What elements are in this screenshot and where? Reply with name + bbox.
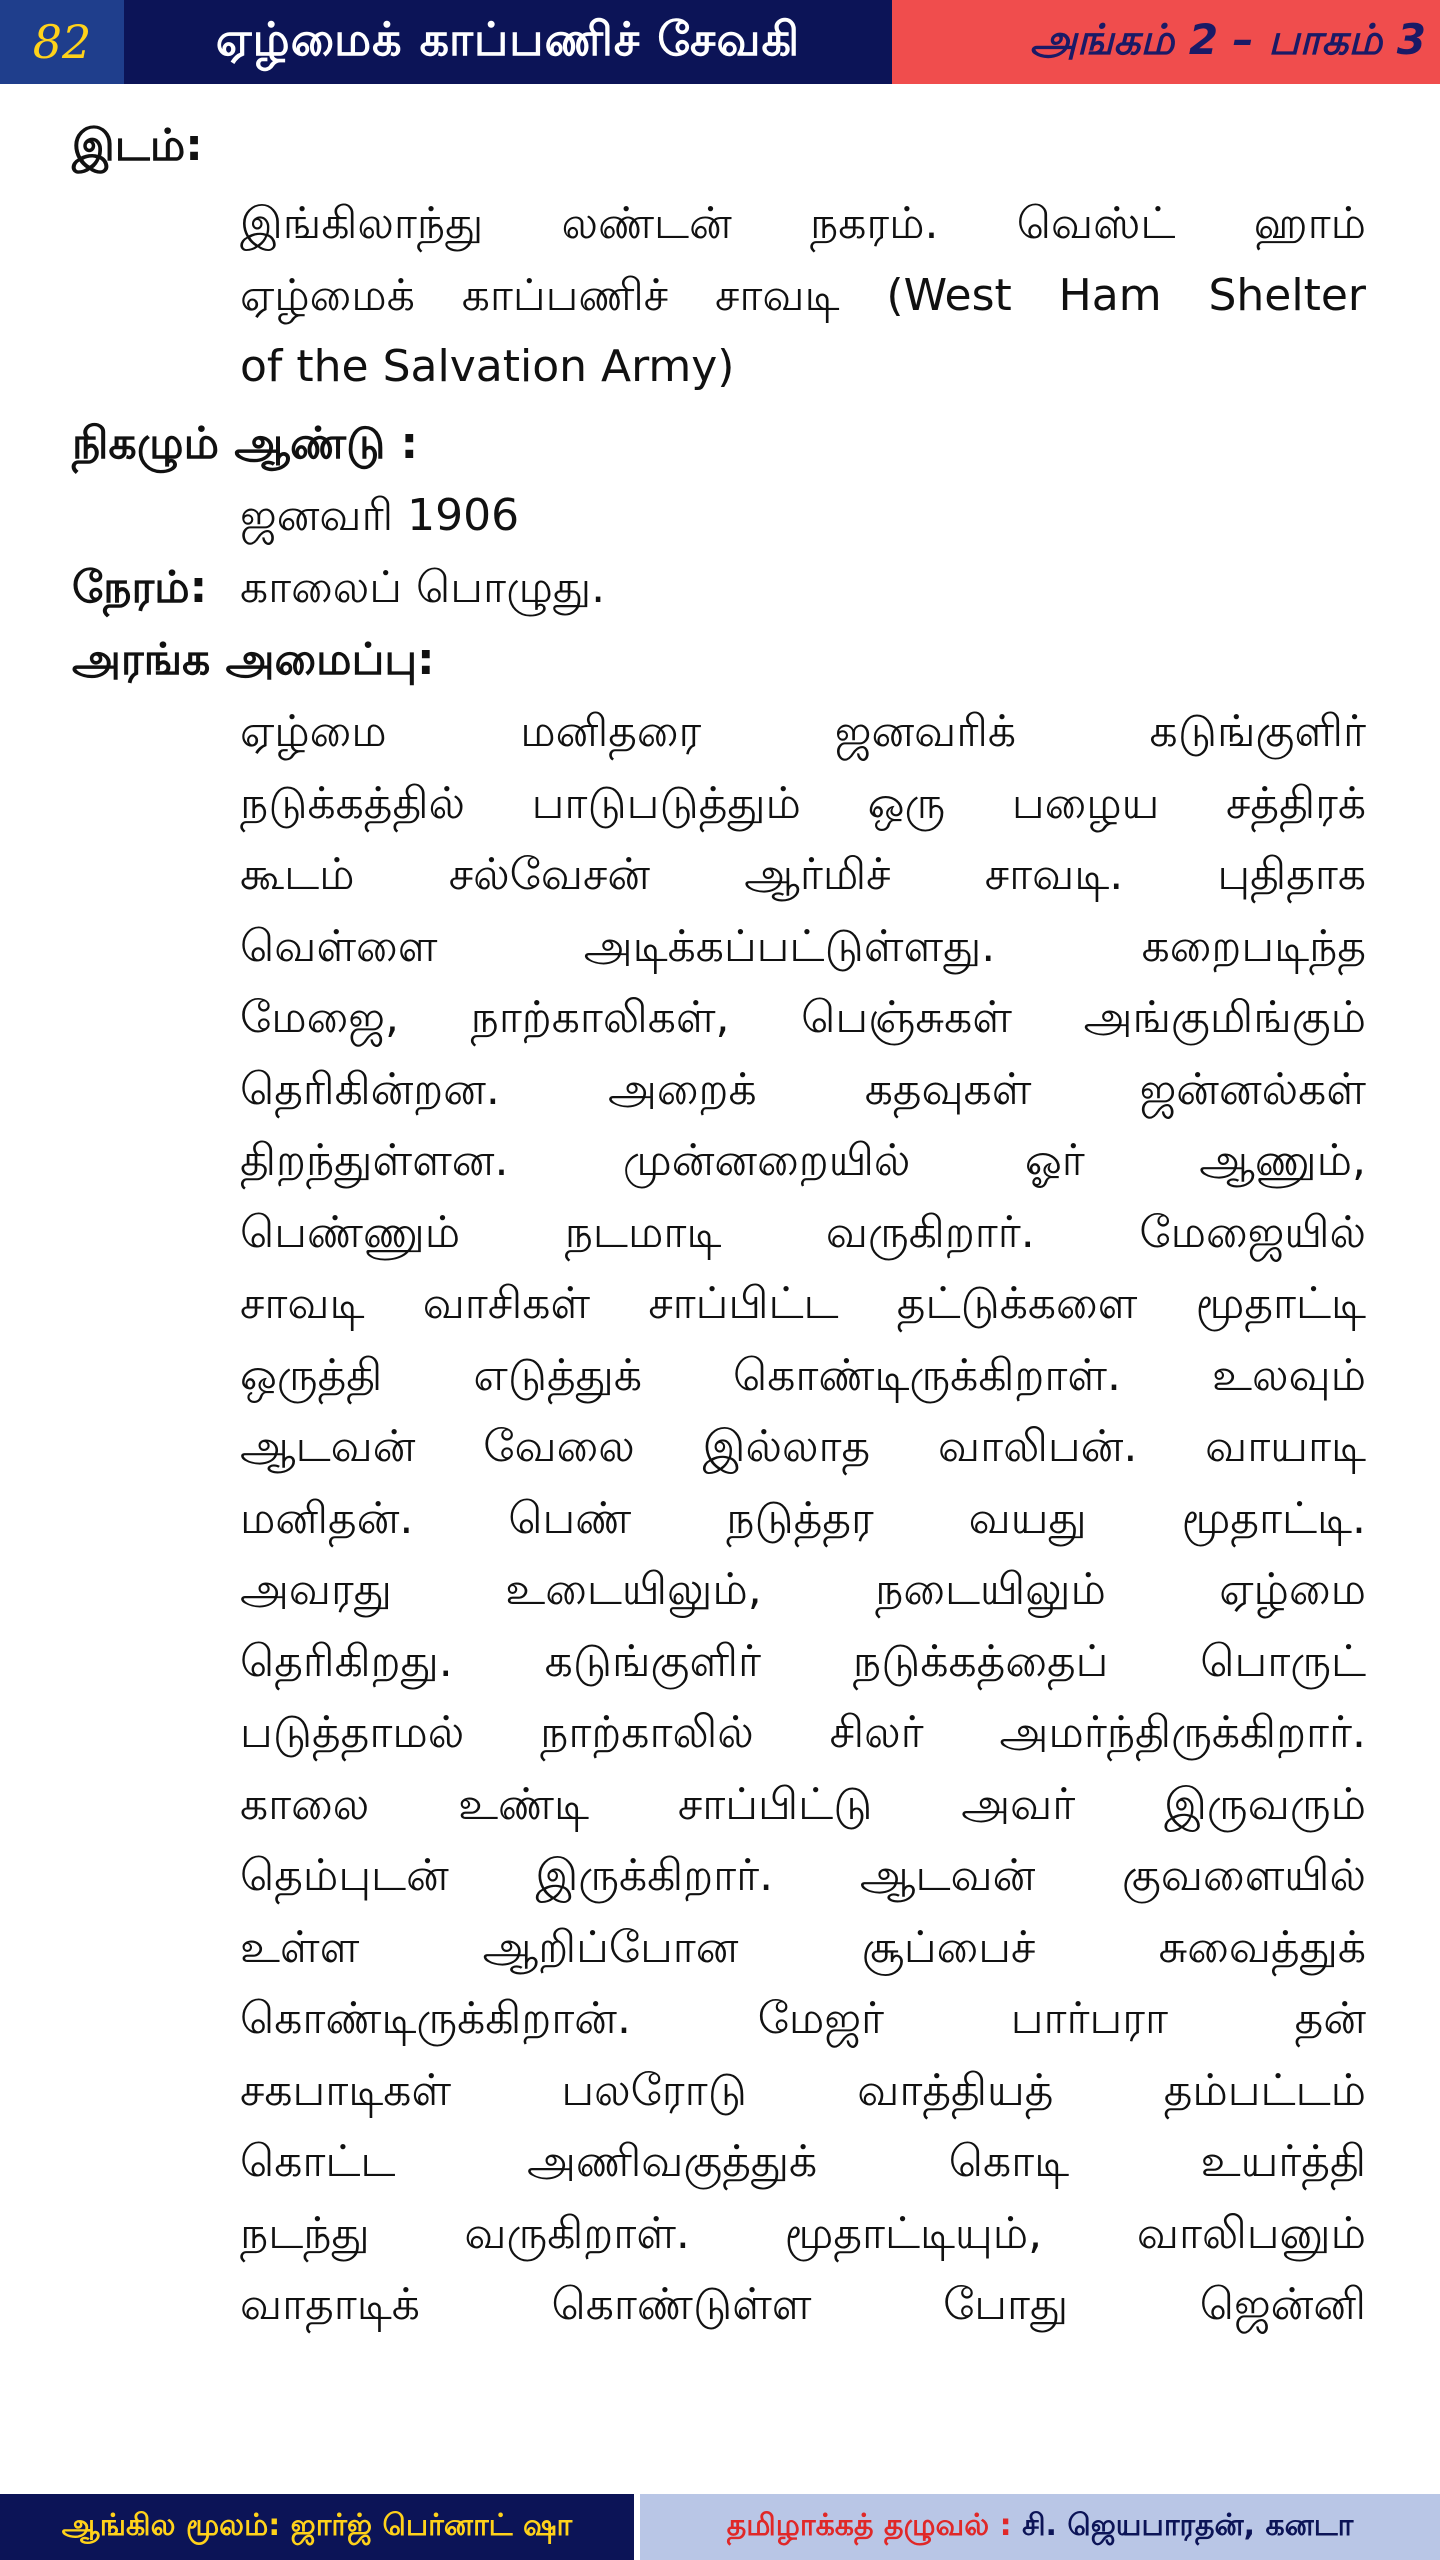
setting-line: மனிதன். பெண் நடுத்தர வயது மூதாட்டி. <box>240 1492 1366 1544</box>
setting-line: கொண்டிருக்கிறான். மேஜர் பார்பரா தன் <box>240 1993 1366 2044</box>
setting-line: காலை உண்டி சாப்பிட்டு அவர் இருவரும் <box>240 1778 1366 1830</box>
place-label: இடம்: <box>72 120 203 171</box>
setting-line: வாதாடிக் கொண்டுள்ள போது ஜென்னி <box>240 2279 1366 2330</box>
act-scene: அங்கம் 2 – பாகம் 3 <box>892 0 1440 84</box>
place-line: of the Salvation Army) <box>240 341 735 392</box>
place-line: இங்கிலாந்து லண்டன் நகரம். வெஸ்ட் ஹாம் <box>240 198 1366 249</box>
setting-line: உள்ள ஆறிப்போன சூப்பைச் சுவைத்துக் <box>240 1921 1366 1973</box>
place-line: ஏழ்மைக் காப்பணிச் சாவடி (West Ham Shelter <box>240 269 1366 321</box>
footer-translation <box>640 2494 1440 2560</box>
setting-line: சகபாடிகள் பலரோடு வாத்தியத் தம்பட்டம் <box>240 2064 1366 2116</box>
setting-line: அவரது உடையிலும், நடையிலும் ஏழ்மை <box>240 1564 1366 1615</box>
play-title: ஏழ்மைக் காப்பணிச் சேவகி <box>124 0 892 84</box>
setting-line: ஆடவன் வேலை இல்லாத வாலிபன். வாயாடி <box>240 1421 1366 1472</box>
setting-line: படுத்தாமல் நாற்காலில் சிலர் அமர்ந்திருக்கிறார். <box>240 1707 1366 1758</box>
page-footer <box>0 2494 1440 2560</box>
place-text <box>240 188 1366 403</box>
source-label: ஆங்கில மூலம்: <box>61 2507 281 2543</box>
setting-line: சாவடி வாசிகள் சாப்பிட்ட தட்டுக்களை மூதாட்டி <box>240 1278 1366 1329</box>
setting-line: நடந்து வருகிறாள். மூதாட்டியும், வாலிபனும் <box>240 2207 1366 2259</box>
setting-label: அரங்க அமைப்பு: <box>72 634 435 685</box>
setting-line: தெம்புடன் இருக்கிறார். ஆடவன் குவளையில் <box>240 1850 1366 1901</box>
setting-line: பெண்ணும் நடமாடி வருகிறார். மேஜையில் <box>240 1206 1366 1258</box>
source-author: ஜார்ஜ் பெர்னாட் ஷா <box>290 2507 573 2543</box>
time-value: காலைப் பொழுது. <box>240 562 606 613</box>
setting-line: தெரிகின்றன. அறைக் கதவுகள் ஜன்னல்கள் <box>240 1063 1366 1115</box>
time-label: நேரம்: <box>72 562 208 613</box>
setting-line: ஒருத்தி எடுத்துக் கொண்டிருக்கிறாள். உலவும் <box>240 1349 1366 1401</box>
setting-line: தெரிகிறது. கடுங்குளிர் நடுக்கத்தைப் பொருட் <box>240 1635 1366 1687</box>
setting-text <box>240 696 1366 2341</box>
setting-line: வெள்ளை அடிக்கப்பட்டுள்ளது. கறைபடிந்த <box>240 920 1366 972</box>
setting-line: திறந்துள்ளன. முன்னறையில் ஓர் ஆணும், <box>240 1135 1366 1186</box>
setting-line: நடுக்கத்தில் பாடுபடுத்தும் ஒரு பழைய சத்திரக் <box>240 777 1366 829</box>
page-header <box>0 0 1440 84</box>
setting-line: கொட்ட அணிவகுத்துக் கொடி உயர்த்தி <box>240 2136 1366 2187</box>
setting-line: கூடம் சல்வேசன் ஆர்மிச் சாவடி. புதிதாக <box>240 849 1366 900</box>
year-label: நிகழும் ஆண்டு : <box>72 418 419 469</box>
translation-label: தமிழாக்கத் தழுவல் : <box>726 2507 1012 2543</box>
setting-line: மேஜை, நாற்காலிகள், பெஞ்சுகள் அங்குமிங்கும் <box>240 992 1366 1043</box>
year-value: ஜனவரி 1906 <box>240 490 520 541</box>
footer-source <box>0 2494 634 2560</box>
translator-name: சி. ஜெயபாரதன், கனடா <box>1022 2507 1354 2543</box>
page-number: 82 <box>0 0 124 84</box>
setting-line: ஏழ்மை மனிதரை ஜனவரிக் கடுங்குளிர் <box>240 706 1366 757</box>
